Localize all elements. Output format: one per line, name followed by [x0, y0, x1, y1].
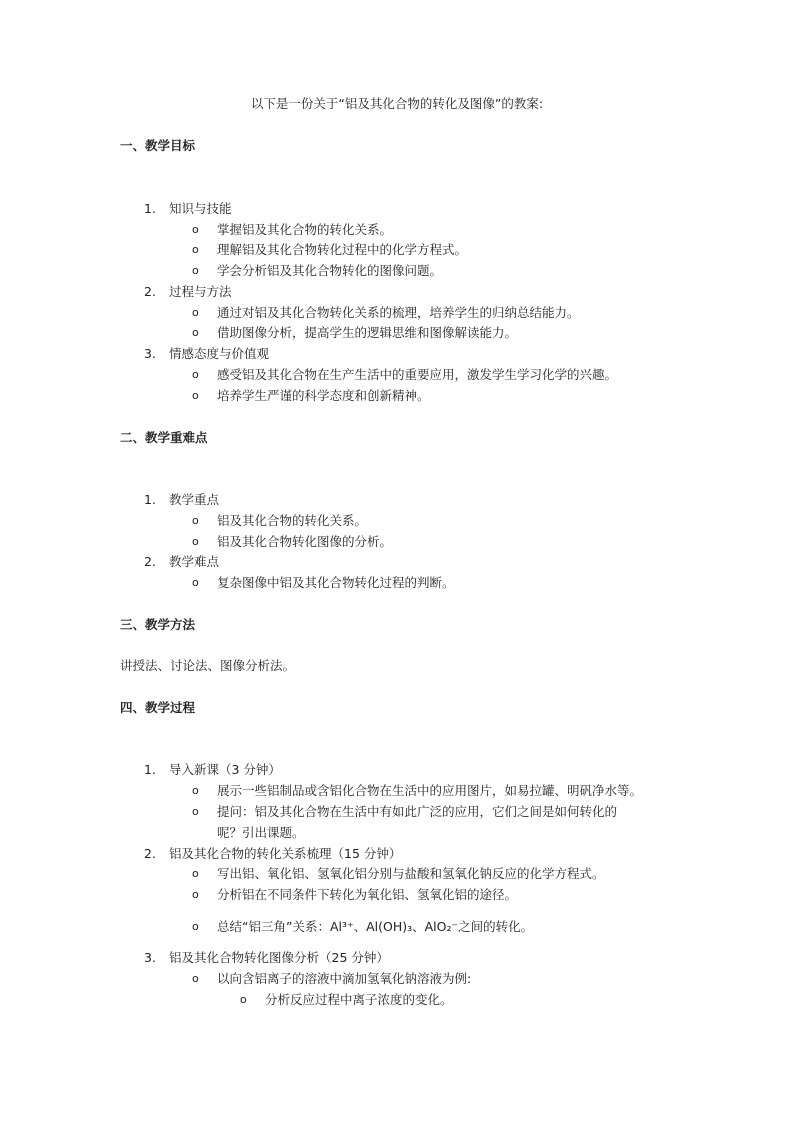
bullet-marker: o [192, 805, 199, 818]
list-item-label: 情感态度与价值观 [169, 346, 270, 361]
bullet-text: 感受铝及其化合物在生产生活中的重要应用，激发学生学习化学的兴趣。 [217, 367, 618, 382]
bullet-text: 提问：铝及其化合物在生活中有如此广泛的应用，它们之间是如何转化的 [217, 804, 618, 819]
list-number: 2. [144, 846, 156, 861]
bullet-text: 通过对铝及其化合物转化关系的梳理，培养学生的归纳总结能力。 [217, 305, 580, 320]
list-item-label: 导入新课（3 分钟） [169, 762, 281, 777]
sub-bullet-text: 分析反应过程中离子浓度的变化。 [265, 992, 453, 1007]
bullet-marker: o [192, 514, 199, 527]
list-number: 2. [144, 554, 156, 569]
bullet-text: 学会分析铝及其化合物转化的图像问题。 [217, 263, 443, 278]
list-item-label: 过程与方法 [169, 284, 232, 299]
bullet-text: 借助图像分析，提高学生的逻辑思维和图像解读能力。 [217, 325, 518, 340]
bullet-marker: o [192, 920, 199, 933]
bullet-text: 掌握铝及其化合物的转化关系。 [217, 222, 393, 237]
bullet-text: 铝及其化合物的转化关系。 [217, 513, 368, 528]
bullet-marker: o [192, 784, 199, 797]
list-item-label: 教学重点 [169, 492, 220, 507]
list-number: 3. [144, 346, 156, 361]
section-heading-key-points: 二、教学重难点 [120, 430, 208, 445]
bullet-marker: o [192, 888, 199, 901]
bullet-marker: o [192, 535, 199, 548]
bullet-marker: o [192, 306, 199, 319]
bullet-text-continuation: 呢？引出课题。 [217, 825, 305, 840]
section-heading-process: 四、教学过程 [120, 700, 196, 715]
bullet-text: 理解铝及其化合物转化过程中的化学方程式。 [217, 242, 468, 257]
bullet-marker: o [192, 264, 199, 277]
bullet-marker: o [192, 972, 199, 985]
bullet-text: 复杂图像中铝及其化合物转化过程的判断。 [217, 575, 455, 590]
bullet-text: 展示一些铝制品或含铝化合物在生活中的应用图片，如易拉罐、明矾净水等。 [217, 783, 643, 798]
list-item-label: 铝及其化合物转化图像分析（25 分钟） [169, 950, 389, 965]
list-number: 2. [144, 284, 156, 299]
bullet-marker: o [192, 389, 199, 402]
bullet-marker: o [192, 576, 199, 589]
bullet-text: 培养学生严谨的科学态度和创新精神。 [217, 388, 430, 403]
sub-bullet-marker: o [240, 993, 247, 1006]
bullet-marker: o [192, 326, 199, 339]
methods-text: 讲授法、讨论法、图像分析法。 [120, 658, 296, 673]
bullet-text: 总结“铝三角”关系：Al³⁺、Al(OH)₃、AlO₂⁻之间的转化。 [217, 919, 534, 934]
bullet-marker: o [192, 223, 199, 236]
document-title: 以下是一份关于“铝及其化合物的转化及图像”的教案: [250, 96, 544, 111]
bullet-text: 以向含铝离子的溶液中滴加氢氧化钠溶液为例: [217, 971, 472, 986]
bullet-text: 写出铝、氧化铝、氢氧化铝分别与盐酸和氢氧化钠反应的化学方程式。 [217, 866, 605, 881]
section-heading-methods: 三、教学方法 [120, 617, 196, 632]
bullet-text: 分析铝在不同条件下转化为氧化铝、氢氧化铝的途径。 [217, 887, 518, 902]
list-number: 1. [144, 492, 156, 507]
bullet-text: 铝及其化合物转化图像的分析。 [217, 534, 393, 549]
bullet-marker: o [192, 368, 199, 381]
list-number: 1. [144, 762, 156, 777]
list-item-label: 铝及其化合物的转化关系梳理（15 分钟） [169, 846, 402, 861]
bullet-marker: o [192, 867, 199, 880]
list-item-label: 知识与技能 [169, 201, 232, 216]
bullet-marker: o [192, 243, 199, 256]
list-item-label: 教学难点 [169, 554, 220, 569]
list-number: 1. [144, 201, 156, 216]
section-heading-objectives: 一、教学目标 [120, 138, 196, 153]
list-number: 3. [144, 950, 156, 965]
